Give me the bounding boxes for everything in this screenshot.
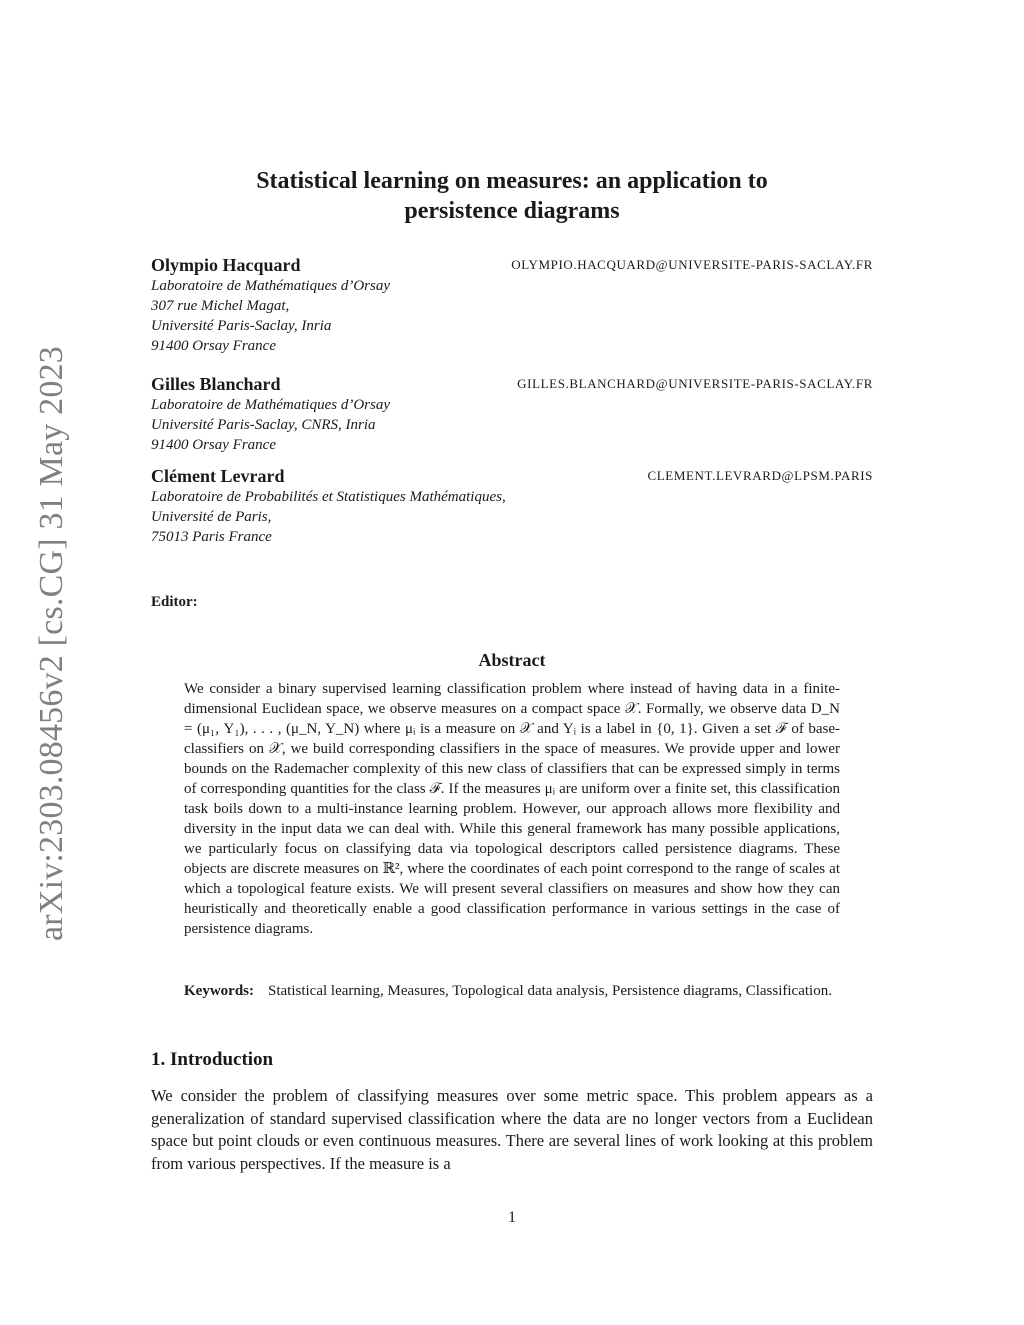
author-block-3 [151, 465, 873, 547]
section-heading: 1. Introduction [151, 1049, 274, 1070]
author-email: CLEMENT.LEVRARD@LPSM.PARIS [647, 468, 873, 483]
affiliation-line: Laboratoire de Probabilités et Statistiques Mathématiques, [151, 489, 506, 505]
title-line-1: Statistical learning on measures: an application to [256, 168, 768, 194]
arxiv-identifier: arXiv:2303.08456v2 [cs.CG] 31 May 2023 [33, 346, 70, 941]
author-block-1 [151, 254, 873, 356]
keywords-text: Statistical learning, Measures, Topological data analysis, Persistence diagrams, Classification. [268, 983, 832, 999]
affiliation-line: 75013 Paris France [151, 529, 272, 545]
affiliation-line: Université Paris-Saclay, CNRS, Inria [151, 417, 376, 433]
affiliation-line: Université de Paris, [151, 509, 272, 525]
affiliation-line: Université Paris-Saclay, Inria [151, 318, 332, 334]
keywords [184, 981, 840, 1001]
author-block-2 [151, 373, 873, 455]
paper-title [150, 166, 874, 226]
affiliation-line: 91400 Orsay France [151, 437, 276, 453]
affiliation-line: 91400 Orsay France [151, 338, 276, 354]
author-email: OLYMPIO.HACQUARD@UNIVERSITE-PARIS-SACLAY.FR [511, 257, 873, 272]
affiliation-line: 307 rue Michel Magat, [151, 298, 290, 314]
affiliation-line: Laboratoire de Mathématiques d’Orsay [151, 278, 391, 294]
author-name: Olympio Hacquard [151, 255, 301, 275]
title-line-2: persistence diagrams [404, 198, 620, 224]
page-number: 1 [508, 1209, 516, 1226]
author-name: Gilles Blanchard [151, 374, 281, 394]
author-email: GILLES.BLANCHARD@UNIVERSITE-PARIS-SACLAY.FR [517, 376, 873, 391]
abstract-heading: Abstract [478, 650, 546, 670]
abstract-text: We consider a binary supervised learning classification problem where instead of having data in a finite-dimensional Euclidean space, we observe measures on a compact space 𝒳. Formally, we observe data D_N = (μ₁, Y₁), . . . , (μ_N, Y_N) where μᵢ is a measure on 𝒳 and Yᵢ is a label in {0, 1}. Given a set ℱ of base-classifiers on 𝒳, we build corresponding classifiers in the space of measures. We provide upper and lower bounds on the Rademacher complexity of this new class of classifiers that can be expressed simply in terms of corresponding quantities for the class ℱ. If the measures μᵢ are uniform over a finite set, this classification task boils down to a multi-instance learning problem. However, our approach allows more flexibility and diversity in the input data we can deal with. While this general framework has many possible applications, we particularly focus on classifying data via topological descriptors called persistence diagrams. These objects are discrete measures on ℝ², where the coordinates of each point correspond to the range of scales at which a topological feature exists. We will present several classifiers on measures and show how they can heuristically and theoretically enable a good classification performance in various settings in the case of persistence diagrams. [184, 681, 840, 937]
author-name: Clément Levrard [151, 466, 285, 486]
affiliation-line: Laboratoire de Mathématiques d’Orsay [151, 397, 391, 413]
keywords-label: Keywords: [184, 983, 254, 999]
editor-label: Editor: [151, 594, 198, 610]
section-text: We consider the problem of classifying measures over some metric space. This problem appears as a generalization of standard supervised classification where the data are no longer vectors from a Euclidean space but point clouds or even continuous measures. There are several lines of work looking at this problem from various perspectives. If the measure is a [151, 1086, 873, 1173]
